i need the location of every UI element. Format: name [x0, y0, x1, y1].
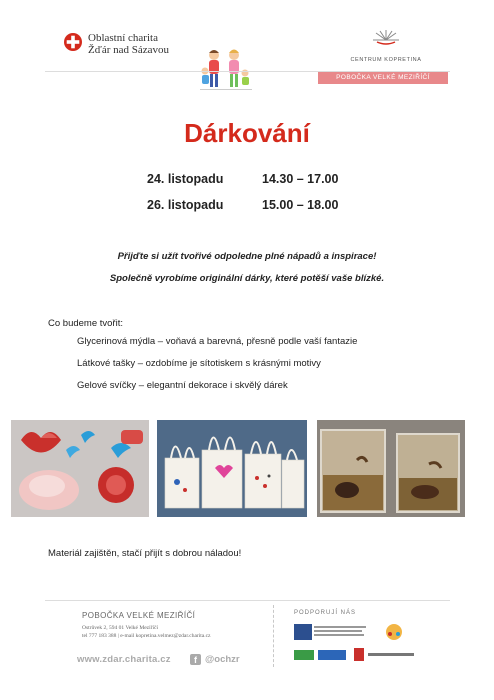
invite-line-1: Přijďte si užít tvořivé odpoledne plné nápadů a inspirace! [117, 251, 377, 262]
list-item-candles: Gelové svíčky – elegantní dekorace i skvělý dárek [77, 380, 288, 391]
photo-candles [317, 420, 465, 517]
date-1: 24. listopadu [147, 172, 224, 186]
date-2: 26. listopadu [147, 198, 224, 212]
footer-divider [45, 600, 450, 601]
soaps-image [11, 420, 149, 517]
event-title: Dárkování [184, 118, 310, 148]
charita-name-line1: Oblastní charita [88, 32, 158, 44]
daisy-flower-icon [371, 28, 401, 50]
footer-pobocka-title: POBOČKA VELKÉ MEZIŘÍČÍ [82, 611, 196, 620]
supporters-label: PODPORUJÍ NÁS [294, 610, 357, 616]
website-link[interactable]: www.zdar.charita.cz [77, 654, 171, 665]
family-illustration [200, 47, 252, 93]
supporter-logo-5 [354, 648, 364, 661]
list-item-bags: Látkové tašky – ozdobíme je sítotiskem s krásnými motivy [77, 358, 321, 369]
footer-contact-block [82, 624, 211, 640]
facebook-icon[interactable]: f [190, 654, 201, 665]
footer-contact: tel 777 183 388 | e-mail kopretina.velmez@zdar.charita.cz [82, 633, 211, 639]
footer-address: Ostrůvek 2, 594 01 Velké Meziříčí [82, 625, 158, 631]
charita-logo-icon [64, 33, 82, 51]
list-item-soaps: Glycerinová mýdla – voňavá a barevná, přesně podle vaší fantazie [77, 336, 358, 347]
pobocka-banner: POBOČKA VELKÉ MEZIŘÍČÍ [318, 72, 448, 84]
facebook-handle[interactable]: @ochzr [205, 654, 240, 665]
invite-line-2: Společně vyrobíme originální dárky, které potěší vaše blízké. [109, 273, 385, 284]
photo-bags [157, 420, 307, 517]
centrum-kopretina-logo [343, 28, 429, 68]
photo-soaps [11, 420, 149, 517]
supporter-logo-3 [294, 650, 314, 660]
supporter-logos [294, 624, 450, 668]
time-1: 14.30 – 17.00 [262, 172, 339, 186]
supporter-logo-2 [386, 624, 402, 640]
candles-image [317, 420, 465, 517]
charita-name-line2: Žďár nad Sázavou [88, 44, 170, 56]
bags-image [157, 420, 307, 517]
supporter-logo-1 [294, 624, 312, 640]
supporter-logo-4 [318, 650, 346, 660]
centrum-name: CENTRUM KOPRETINA [350, 57, 422, 63]
footer-vertical-divider [273, 605, 274, 667]
closing-note: Materiál zajištěn, stačí přijít s dobrou náladou! [48, 548, 242, 559]
list-heading: Co budeme tvořit: [48, 318, 123, 329]
charita-logo-text [88, 32, 169, 56]
time-2: 15.00 – 18.00 [262, 198, 339, 212]
